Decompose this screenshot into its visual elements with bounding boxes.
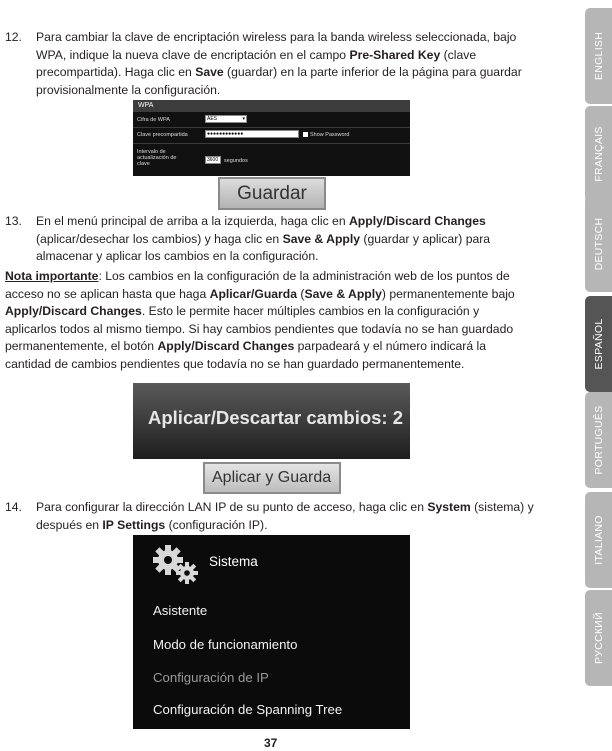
text-run: . Esto le permite hacer múltiples cambios en la configuración y [141,304,480,318]
gears-icon [151,543,203,587]
language-tab-spanish[interactable] [585,296,612,392]
menu-title[interactable]: Sistema [209,554,258,569]
text-line [36,248,490,266]
bold-term: Aplicar/Guarda [209,286,298,301]
show-password-checkbox[interactable] [303,132,308,137]
language-tab-german[interactable] [585,196,612,292]
cipher-value: AES [207,116,218,122]
text-run: acceso no se aplican hasta que haga [5,286,210,301]
key-interval-value: 3600 [207,157,219,163]
text-run: cantidad de cambios pendientes que todavía no se han guardado permanentemente. [5,356,465,371]
system-menu [133,535,410,729]
wpa-settings-panel [133,100,410,176]
bold-term: Apply/Discard Changes [349,214,486,228]
tab-label: ESPAÑOL [592,318,605,370]
tab-label: DEUTSCH [592,217,605,271]
text-run: después en [36,517,103,532]
text-line [36,517,534,535]
bold-term: Apply/Discard Changes [5,304,142,318]
apply-discard-changes-button[interactable] [133,383,410,459]
text-run: parpadeará y el número indicará la [294,339,486,353]
interval-unit: segundos [224,158,248,164]
text-line [5,303,515,321]
text-line [36,213,490,231]
step-text [36,29,522,99]
text-line [36,499,534,517]
bold-term: Pre-Shared Key [349,47,441,62]
language-tab-russian[interactable] [585,590,612,686]
text-line [5,356,515,374]
text-run: (guardar y aplicar) para [360,231,491,246]
text-run: En el menú principal de arriba a la izquierda, haga clic en [36,214,349,228]
language-tab-french[interactable] [585,106,612,202]
pre-shared-key-input[interactable] [205,130,299,138]
apply-discard-label: Aplicar/Descartar cambios: 2 [148,407,404,428]
text-run: WPA, indique la nueva clave de encriptación en el campo [36,47,350,62]
step-text [36,499,534,534]
menu-item-operation-mode[interactable]: Modo de funcionamiento [153,637,298,652]
page-number: 37 [264,736,278,750]
bold-term: IP Settings [102,517,166,532]
bold-term: Save & Apply [304,286,382,301]
menu-item-ip-settings[interactable]: Configuración de IP [153,670,269,685]
menu-item-wizard[interactable]: Asistente [153,603,208,618]
text-run: permanentemente, el botón [5,339,158,353]
text-line [5,338,515,356]
text-line [36,29,522,47]
pre-shared-key-value: ●●●●●●●●●●●● [207,131,244,137]
text-line [36,64,522,82]
pre-shared-key-label: Clave precompartida [137,132,188,138]
cipher-label: Cifra de WPA [137,117,170,123]
text-line [36,47,522,65]
text-run: almacenar y aplicar los cambios en la configuración. [36,249,319,263]
wpa-header [133,100,410,112]
tab-label: ENGLISH [592,31,605,81]
text-run: (guardar) en la parte inferior de la página para guardar [223,65,522,79]
interval-label: Intervalo de [137,149,166,155]
step-number: 14. [5,500,22,514]
wpa-header-label: WPA [138,102,154,109]
guardar-button[interactable]: Guardar [218,177,326,210]
text-run: Para configurar la dirección LAN IP de su punto de acceso, haga clic en [36,500,428,514]
language-tab-portuguese[interactable] [585,392,612,488]
interval-label: clave [137,161,150,167]
text-line [5,321,515,339]
text-run: (sistema) y [470,500,534,514]
text-run: Para cambiar la clave de encriptación wireless para la banda wireless seleccionada, bajo [36,30,517,44]
key-interval-input[interactable] [205,156,221,164]
step-number: 13. [5,214,22,228]
menu-item-spanning-tree[interactable]: Configuración de Spanning Tree [153,702,343,717]
divider [133,143,410,144]
text-run: (aplicar/desechar los cambios) y haga clic en [36,231,283,246]
important-note [5,268,515,373]
bold-term: System [427,500,471,514]
text-line [5,268,515,286]
text-run: provisionalmente la configuración. [36,82,221,97]
note-heading: Nota importante [5,269,99,283]
interval-label: actualización de [137,155,177,161]
step-number: 12. [5,30,22,44]
text-line [36,82,522,100]
chevron-down-icon: ▾ [242,116,245,122]
tab-label: PORTUGUÊS [592,405,605,475]
tab-label: FRANÇAIS [592,126,605,182]
save-and-apply-button[interactable]: Aplicar y Guarda [203,462,341,494]
cipher-select[interactable] [205,115,247,123]
step-text [36,213,490,266]
tab-label: ITALIANO [592,515,605,565]
text-run: ( [297,286,305,301]
text-run: (configuración IP). [165,517,268,532]
language-tab-italian[interactable] [585,492,612,588]
language-tab-english[interactable] [585,8,612,104]
show-password-label: Show Password [310,132,350,138]
divider [133,127,410,128]
tab-label: РУССКИЙ [592,612,605,664]
text-run: (clave [440,47,477,62]
bold-term: Save & Apply [282,231,361,246]
bold-term: Apply/Discard Changes [157,339,295,353]
text-line [5,286,515,304]
text-run: : Los cambios en la configuración de la administración web de los puntos de [98,269,510,283]
bold-term: Save [195,65,224,79]
text-line [36,231,490,249]
text-run: aplicarlos todos al mismo tiempo. Si hay cambios pendientes que todavía no se han guardado [5,321,514,336]
text-run: precompartida). Haga clic en [36,65,196,79]
text-run: ) permanentemente bajo [381,286,515,301]
